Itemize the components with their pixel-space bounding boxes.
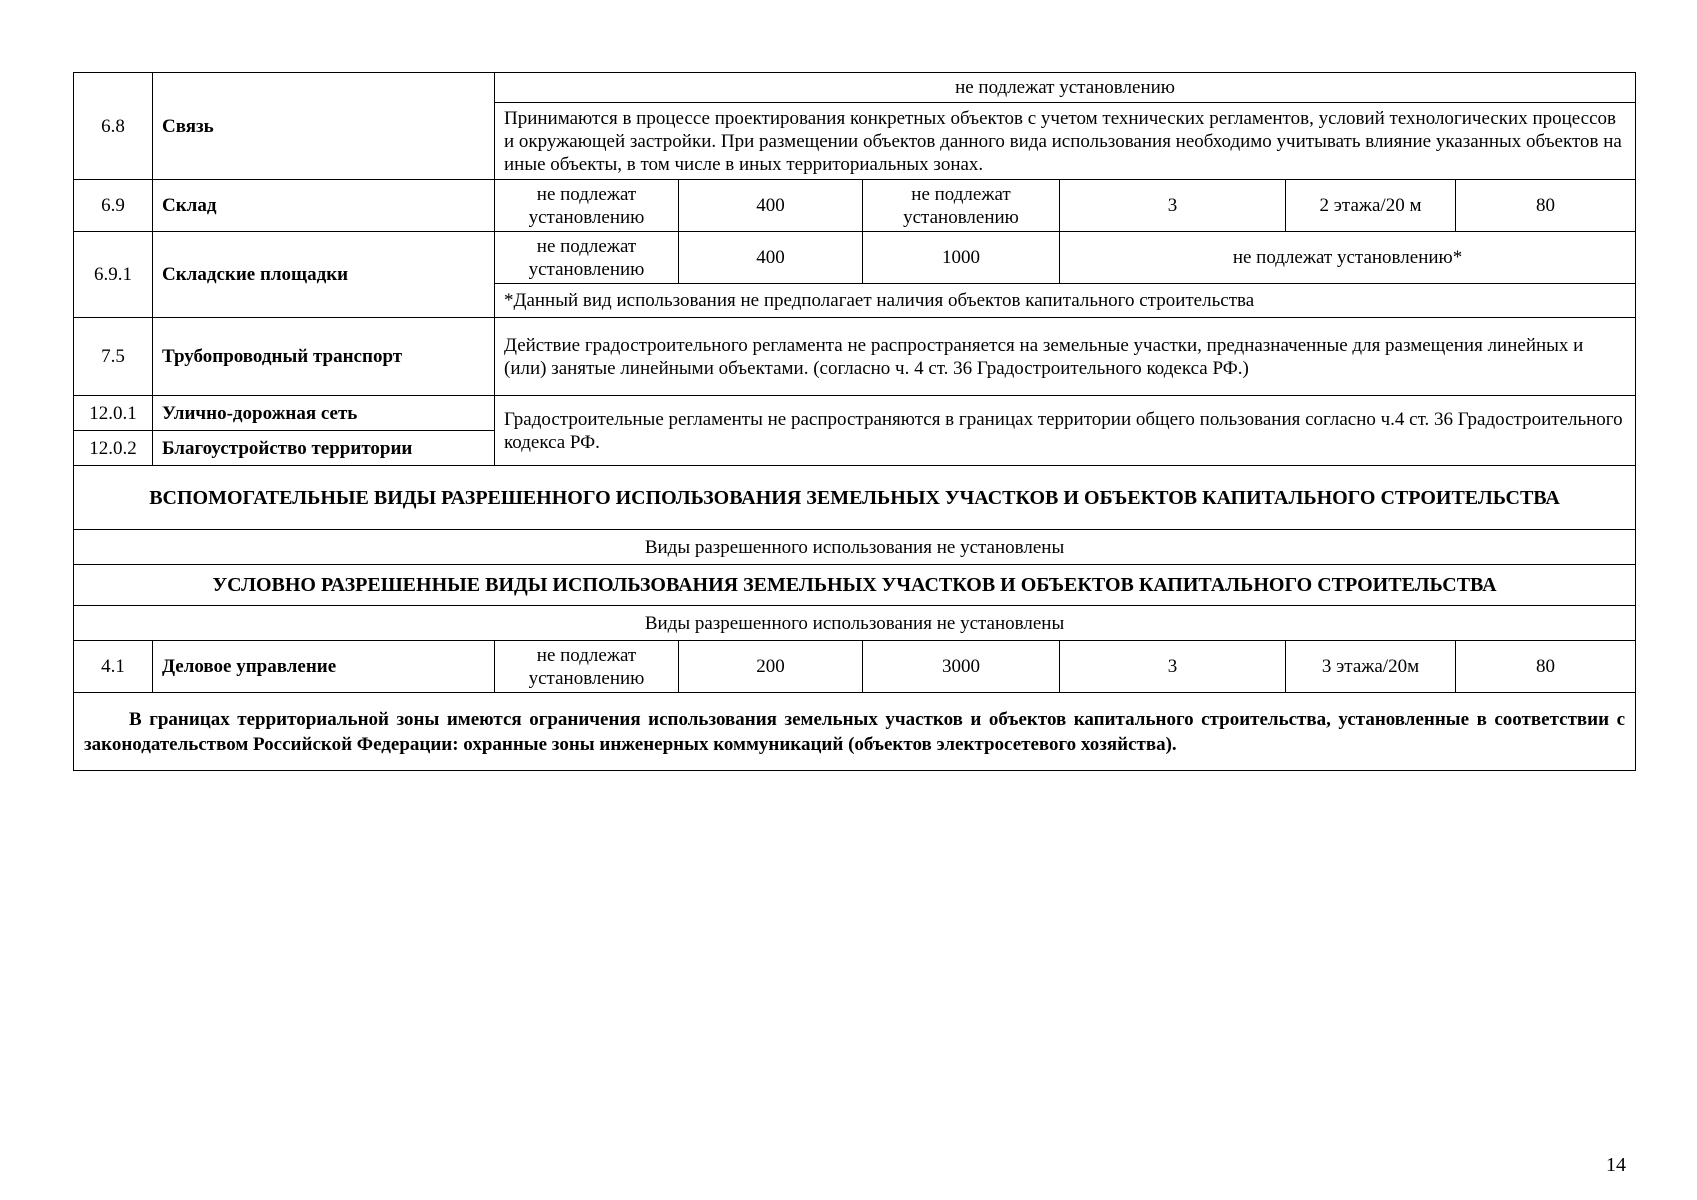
table-row	[74, 530, 1636, 565]
value-cell: 80	[1456, 180, 1636, 232]
value-cell: 3	[1060, 180, 1286, 232]
row-code: 6.8	[74, 73, 153, 180]
table-row	[74, 693, 1636, 771]
row-code: 12.0.1	[74, 396, 153, 431]
value-cell: 80	[1456, 641, 1636, 693]
restrictions-note: В границах территориальной зоны имеются ограничения использования земельных участков и объектов капитального строительства, установленные в соответствии с законодательством Российской Федерации: охранные зоны инженерных коммуникаций (объектов электросетевого хозяйства).	[74, 693, 1636, 771]
value-cell: не подлежат установлению	[495, 641, 679, 693]
row-description: Градостроительные регламенты не распространяются в границах территории общего пользования согласно ч.4 ст. 36 Градостроительного кодекса РФ.	[495, 396, 1636, 466]
row-name: Склад	[153, 180, 495, 232]
row-name: Деловое управление	[153, 641, 495, 693]
row-description: Принимаются в процессе проектирования конкретных объектов с учетом технических регламентов, условий технологических процессов и окружающей застройки. При размещении объектов данного вида использования необходимо учитывать влияние указанных объектов на иные объекты, в том числе в иных территориальных зонах.	[495, 103, 1636, 180]
section-text: Виды разрешенного использования не установлены	[74, 606, 1636, 641]
section-header: УСЛОВНО РАЗРЕШЕННЫЕ ВИДЫ ИСПОЛЬЗОВАНИЯ ЗЕМЕЛЬНЫХ УЧАСТКОВ И ОБЪЕКТОВ КАПИТАЛЬНОГО СТРОИТЕЛЬСТВА	[74, 565, 1636, 606]
row-code: 6.9.1	[74, 232, 153, 318]
table-row	[74, 232, 1636, 284]
table-row	[74, 73, 1636, 103]
value-cell: 2 этажа/20 м	[1286, 180, 1456, 232]
value-cell: 3 этажа/20м	[1286, 641, 1456, 693]
row-name: Трубопроводный транспорт	[153, 318, 495, 396]
value-cell: 400	[679, 232, 863, 284]
value-cell: 400	[679, 180, 863, 232]
row-name: Улично-дорожная сеть	[153, 396, 495, 431]
table-row	[74, 180, 1636, 232]
row-code: 6.9	[74, 180, 153, 232]
table-row	[74, 606, 1636, 641]
value-cell: 3000	[863, 641, 1060, 693]
row-code: 4.1	[74, 641, 153, 693]
value-cell: 3	[1060, 641, 1286, 693]
row-name: Благоустройство территории	[153, 431, 495, 466]
row-name: Складские площадки	[153, 232, 495, 318]
row-code: 7.5	[74, 318, 153, 396]
row-code: 12.0.2	[74, 431, 153, 466]
section-text: Виды разрешенного использования не установлены	[74, 530, 1636, 565]
value-cell: не подлежат установлению	[495, 180, 679, 232]
table-row	[74, 396, 1636, 431]
value-cell: не подлежат установлению	[863, 180, 1060, 232]
value-cell: 200	[679, 641, 863, 693]
land-use-regulations-table	[73, 72, 1636, 771]
value-cell: не подлежат установлению*	[1060, 232, 1636, 284]
row-description: Действие градостроительного регламента не распространяется на земельные участки, предназначенные для размещения линейных и (или) занятые линейными объектами. (согласно ч. 4 ст. 36 Градостроительного кодекса РФ.)	[495, 318, 1636, 396]
table-row	[74, 565, 1636, 606]
table-row	[74, 318, 1636, 396]
row-name: Связь	[153, 73, 495, 180]
page-number: 14	[1606, 1154, 1626, 1176]
row-footnote: *Данный вид использования не предполагает наличия объектов капитального строительства	[495, 284, 1636, 318]
value-cell: 1000	[863, 232, 1060, 284]
value-cell: не подлежат установлению	[495, 232, 679, 284]
table-row	[74, 466, 1636, 530]
table-row	[74, 641, 1636, 693]
section-header: ВСПОМОГАТЕЛЬНЫЕ ВИДЫ РАЗРЕШЕННОГО ИСПОЛЬЗОВАНИЯ ЗЕМЕЛЬНЫХ УЧАСТКОВ И ОБЪЕКТОВ КАПИТАЛЬНОГО СТРОИТЕЛЬСТВА	[74, 466, 1636, 530]
params-status: не подлежат установлению	[495, 73, 1636, 103]
